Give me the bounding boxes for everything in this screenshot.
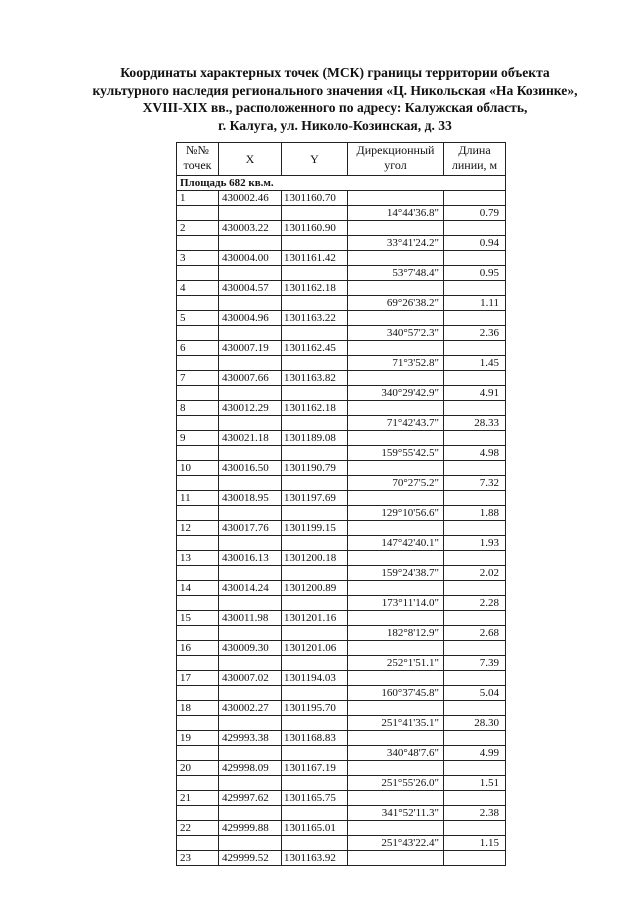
title-line: г. Калуга, ул. Николо-Козинская, д. 33 <box>218 117 452 133</box>
line-length: 0.94 <box>444 236 506 251</box>
cell-empty <box>219 326 282 341</box>
header-angle <box>348 143 444 176</box>
cell-empty <box>348 731 444 746</box>
point-number: 21 <box>177 791 219 806</box>
point-number: 15 <box>177 611 219 626</box>
cell-empty <box>219 476 282 491</box>
header-text: Дирекционный <box>356 143 435 157</box>
coord-x: 430011.98 <box>219 611 282 626</box>
coord-x: 430002.27 <box>219 701 282 716</box>
table-row <box>177 611 506 626</box>
coord-x: 430007.02 <box>219 671 282 686</box>
coord-y: 1301160.70 <box>282 191 348 206</box>
cell-empty <box>177 446 219 461</box>
cell-empty <box>348 251 444 266</box>
cell-empty <box>348 401 444 416</box>
coord-y: 1301162.45 <box>282 341 348 356</box>
coord-x: 429998.09 <box>219 761 282 776</box>
cell-empty <box>282 776 348 791</box>
cell-empty <box>282 806 348 821</box>
cell-empty <box>177 626 219 641</box>
cell-empty <box>282 566 348 581</box>
coord-x: 430018.95 <box>219 491 282 506</box>
cell-empty <box>282 446 348 461</box>
line-length: 2.68 <box>444 626 506 641</box>
point-number: 3 <box>177 251 219 266</box>
coord-x: 430002.46 <box>219 191 282 206</box>
cell-empty <box>348 581 444 596</box>
table-row <box>177 491 506 506</box>
cell-empty <box>348 341 444 356</box>
segment-row <box>177 266 506 281</box>
point-number: 18 <box>177 701 219 716</box>
point-number: 10 <box>177 461 219 476</box>
cell-empty <box>348 611 444 626</box>
segment-row <box>177 806 506 821</box>
point-number: 4 <box>177 281 219 296</box>
cell-empty <box>282 386 348 401</box>
cell-empty <box>444 221 506 236</box>
direction-angle: 251°43'22.4" <box>348 836 444 851</box>
coord-x: 430012.29 <box>219 401 282 416</box>
cell-empty <box>177 686 219 701</box>
cell-empty <box>348 431 444 446</box>
coord-y: 1301197.69 <box>282 491 348 506</box>
line-length: 2.38 <box>444 806 506 821</box>
area-label: Площадь 682 кв.м. <box>177 176 506 191</box>
cell-empty <box>348 371 444 386</box>
cell-empty <box>177 806 219 821</box>
coord-x: 429993.38 <box>219 731 282 746</box>
coord-y: 1301201.16 <box>282 611 348 626</box>
cell-empty <box>282 326 348 341</box>
cell-empty <box>444 731 506 746</box>
direction-angle: 71°42'43.7" <box>348 416 444 431</box>
cell-empty <box>444 341 506 356</box>
coord-y: 1301163.22 <box>282 311 348 326</box>
table-row <box>177 551 506 566</box>
cell-empty <box>177 536 219 551</box>
cell-empty <box>444 761 506 776</box>
cell-empty <box>348 641 444 656</box>
direction-angle: 71°3'52.8" <box>348 356 444 371</box>
segment-row <box>177 746 506 761</box>
cell-empty <box>348 551 444 566</box>
cell-empty <box>444 641 506 656</box>
table-row <box>177 371 506 386</box>
cell-empty <box>219 206 282 221</box>
cell-empty <box>348 701 444 716</box>
cell-empty <box>282 656 348 671</box>
cell-empty <box>177 746 219 761</box>
cell-empty <box>177 296 219 311</box>
coord-x: 430007.19 <box>219 341 282 356</box>
table-row <box>177 461 506 476</box>
point-number: 23 <box>177 851 219 866</box>
direction-angle: 129°10'56.6" <box>348 506 444 521</box>
cell-empty <box>219 536 282 551</box>
cell-empty <box>219 596 282 611</box>
coord-y: 1301200.89 <box>282 581 348 596</box>
coord-y: 1301194.03 <box>282 671 348 686</box>
coord-y: 1301165.75 <box>282 791 348 806</box>
segment-row <box>177 356 506 371</box>
coord-y: 1301201.06 <box>282 641 348 656</box>
coord-y: 1301160.90 <box>282 221 348 236</box>
cell-empty <box>444 191 506 206</box>
cell-empty <box>348 281 444 296</box>
header-row <box>177 143 506 176</box>
cell-empty <box>282 296 348 311</box>
coord-x: 429999.52 <box>219 851 282 866</box>
area-row <box>177 176 506 191</box>
table-row <box>177 641 506 656</box>
direction-angle: 182°8'12.9" <box>348 626 444 641</box>
direction-angle: 159°55'42.5" <box>348 446 444 461</box>
coord-x: 430009.30 <box>219 641 282 656</box>
cell-empty <box>219 746 282 761</box>
table-row <box>177 821 506 836</box>
cell-empty <box>348 821 444 836</box>
cell-empty <box>177 656 219 671</box>
coord-y: 1301162.18 <box>282 281 348 296</box>
coord-x: 430007.66 <box>219 371 282 386</box>
cell-empty <box>219 236 282 251</box>
segment-row <box>177 416 506 431</box>
cell-empty <box>219 626 282 641</box>
cell-empty <box>177 506 219 521</box>
table-row <box>177 311 506 326</box>
table-row <box>177 341 506 356</box>
cell-empty <box>348 191 444 206</box>
cell-empty <box>219 566 282 581</box>
coord-y: 1301195.70 <box>282 701 348 716</box>
line-length: 4.91 <box>444 386 506 401</box>
title-line: XVIII-XIX вв., расположенного по адресу: Калужская область, <box>142 100 528 115</box>
cell-empty <box>219 386 282 401</box>
coord-y: 1301167.19 <box>282 761 348 776</box>
cell-empty <box>177 386 219 401</box>
point-number: 16 <box>177 641 219 656</box>
table-row <box>177 761 506 776</box>
table-row <box>177 191 506 206</box>
title-line: Координаты характерных точек (МСК) границы территории объекта <box>120 65 550 80</box>
direction-angle: 341°52'11.3" <box>348 806 444 821</box>
cell-empty <box>282 746 348 761</box>
cell-empty <box>177 206 219 221</box>
cell-empty <box>444 671 506 686</box>
line-length: 2.28 <box>444 596 506 611</box>
cell-empty <box>177 716 219 731</box>
point-number: 14 <box>177 581 219 596</box>
line-length: 1.93 <box>444 536 506 551</box>
table-row <box>177 401 506 416</box>
cell-empty <box>444 551 506 566</box>
table-row <box>177 701 506 716</box>
line-length: 5.04 <box>444 686 506 701</box>
direction-angle: 251°41'35.1" <box>348 716 444 731</box>
coord-x: 430014.24 <box>219 581 282 596</box>
cell-empty <box>348 791 444 806</box>
segment-row <box>177 536 506 551</box>
cell-empty <box>282 686 348 701</box>
point-number: 20 <box>177 761 219 776</box>
coord-x: 429997.62 <box>219 791 282 806</box>
point-number: 7 <box>177 371 219 386</box>
cell-empty <box>219 416 282 431</box>
coord-y: 1301161.42 <box>282 251 348 266</box>
cell-empty <box>444 281 506 296</box>
cell-empty <box>282 206 348 221</box>
cell-empty <box>177 236 219 251</box>
segment-row <box>177 836 506 851</box>
cell-empty <box>444 401 506 416</box>
coord-y: 1301190.79 <box>282 461 348 476</box>
cell-empty <box>219 296 282 311</box>
cell-empty <box>444 311 506 326</box>
cell-empty <box>177 266 219 281</box>
cell-empty <box>348 461 444 476</box>
line-length: 1.51 <box>444 776 506 791</box>
coord-y: 1301189.08 <box>282 431 348 446</box>
cell-empty <box>219 716 282 731</box>
header-point-number <box>177 143 219 176</box>
coord-y: 1301163.82 <box>282 371 348 386</box>
coord-x: 430004.57 <box>219 281 282 296</box>
cell-empty <box>282 536 348 551</box>
cell-empty <box>177 596 219 611</box>
segment-row <box>177 326 506 341</box>
direction-angle: 159°24'38.7" <box>348 566 444 581</box>
table-row <box>177 671 506 686</box>
direction-angle: 251°55'26.0" <box>348 776 444 791</box>
segment-row <box>177 686 506 701</box>
cell-empty <box>348 491 444 506</box>
direction-angle: 340°48'7.6" <box>348 746 444 761</box>
cell-empty <box>444 371 506 386</box>
segment-row <box>177 296 506 311</box>
cell-empty <box>282 626 348 641</box>
cell-empty <box>219 836 282 851</box>
cell-empty <box>444 431 506 446</box>
segment-row <box>177 236 506 251</box>
cell-empty <box>219 776 282 791</box>
direction-angle: 340°29'42.9" <box>348 386 444 401</box>
segment-row <box>177 566 506 581</box>
cell-empty <box>219 356 282 371</box>
point-number: 8 <box>177 401 219 416</box>
line-length: 1.45 <box>444 356 506 371</box>
table-row <box>177 731 506 746</box>
line-length: 28.33 <box>444 416 506 431</box>
cell-empty <box>282 716 348 731</box>
cell-empty <box>177 326 219 341</box>
cell-empty <box>348 851 444 866</box>
line-length: 4.98 <box>444 446 506 461</box>
cell-empty <box>219 656 282 671</box>
segment-row <box>177 206 506 221</box>
cell-empty <box>177 416 219 431</box>
direction-angle: 14°44'36.8" <box>348 206 444 221</box>
point-number: 17 <box>177 671 219 686</box>
header-text: точек <box>183 158 212 172</box>
line-length: 1.11 <box>444 296 506 311</box>
direction-angle: 173°11'14.0" <box>348 596 444 611</box>
coord-x: 430016.13 <box>219 551 282 566</box>
table-row <box>177 221 506 236</box>
line-length: 4.99 <box>444 746 506 761</box>
coord-x: 430004.96 <box>219 311 282 326</box>
direction-angle: 70°27'5.2" <box>348 476 444 491</box>
cell-empty <box>177 476 219 491</box>
line-length: 0.79 <box>444 206 506 221</box>
cell-empty <box>348 521 444 536</box>
cell-empty <box>219 806 282 821</box>
cell-empty <box>444 461 506 476</box>
line-length: 2.02 <box>444 566 506 581</box>
coord-x: 430021.18 <box>219 431 282 446</box>
cell-empty <box>177 836 219 851</box>
segment-row <box>177 386 506 401</box>
line-length: 0.95 <box>444 266 506 281</box>
cell-empty <box>282 506 348 521</box>
cell-empty <box>444 491 506 506</box>
line-length: 2.36 <box>444 326 506 341</box>
cell-empty <box>282 356 348 371</box>
segment-row <box>177 476 506 491</box>
line-length: 7.39 <box>444 656 506 671</box>
coord-x: 429999.88 <box>219 821 282 836</box>
table-row <box>177 581 506 596</box>
cell-empty <box>219 686 282 701</box>
direction-angle: 147°42'40.1" <box>348 536 444 551</box>
table-row <box>177 281 506 296</box>
point-number: 22 <box>177 821 219 836</box>
direction-angle: 69°26'38.2" <box>348 296 444 311</box>
table-row <box>177 521 506 536</box>
cell-empty <box>282 416 348 431</box>
segment-row <box>177 626 506 641</box>
line-length: 7.32 <box>444 476 506 491</box>
coord-x: 430016.50 <box>219 461 282 476</box>
coord-x: 430004.00 <box>219 251 282 266</box>
coord-y: 1301199.15 <box>282 521 348 536</box>
segment-row <box>177 776 506 791</box>
cell-empty <box>219 446 282 461</box>
cell-empty <box>348 671 444 686</box>
direction-angle: 252°1'51.1" <box>348 656 444 671</box>
header-text: Длина <box>458 143 491 157</box>
header-text: линии, м <box>451 158 498 172</box>
point-number: 1 <box>177 191 219 206</box>
coord-x: 430003.22 <box>219 221 282 236</box>
table-row <box>177 851 506 866</box>
header-text: угол <box>384 158 407 172</box>
segment-row <box>177 716 506 731</box>
segment-row <box>177 506 506 521</box>
cell-empty <box>444 521 506 536</box>
coord-y: 1301168.83 <box>282 731 348 746</box>
direction-angle: 340°57'2.3" <box>348 326 444 341</box>
line-length: 28.30 <box>444 716 506 731</box>
cell-empty <box>444 581 506 596</box>
cell-empty <box>282 836 348 851</box>
cell-empty <box>444 791 506 806</box>
coord-y: 1301165.01 <box>282 821 348 836</box>
cell-empty <box>219 506 282 521</box>
coord-y: 1301162.18 <box>282 401 348 416</box>
segment-row <box>177 656 506 671</box>
point-number: 11 <box>177 491 219 506</box>
table-row <box>177 431 506 446</box>
point-number: 9 <box>177 431 219 446</box>
cell-empty <box>282 236 348 251</box>
direction-angle: 160°37'45.8" <box>348 686 444 701</box>
segment-row <box>177 446 506 461</box>
cell-empty <box>444 821 506 836</box>
header-length <box>444 143 506 176</box>
point-number: 2 <box>177 221 219 236</box>
cell-empty <box>444 611 506 626</box>
cell-empty <box>282 596 348 611</box>
point-number: 5 <box>177 311 219 326</box>
document-title <box>40 64 630 134</box>
table-row <box>177 251 506 266</box>
segment-row <box>177 596 506 611</box>
cell-empty <box>282 476 348 491</box>
cell-empty <box>177 776 219 791</box>
point-number: 12 <box>177 521 219 536</box>
header-y: Y <box>282 143 348 176</box>
cell-empty <box>444 251 506 266</box>
cell-empty <box>444 701 506 716</box>
point-number: 13 <box>177 551 219 566</box>
cell-empty <box>348 221 444 236</box>
cell-empty <box>348 761 444 776</box>
cell-empty <box>177 566 219 581</box>
point-number: 19 <box>177 731 219 746</box>
cell-empty <box>348 311 444 326</box>
point-number: 6 <box>177 341 219 356</box>
cell-empty <box>444 851 506 866</box>
header-x: X <box>219 143 282 176</box>
line-length: 1.15 <box>444 836 506 851</box>
cell-empty <box>282 266 348 281</box>
table-row <box>177 791 506 806</box>
title-line: культурного наследия регионального значения «Ц. Никольская «На Козинке», <box>92 82 578 98</box>
cell-empty <box>177 356 219 371</box>
coord-y: 1301200.18 <box>282 551 348 566</box>
coordinates-table <box>176 142 506 866</box>
direction-angle: 33°41'24.2" <box>348 236 444 251</box>
direction-angle: 53°7'48.4" <box>348 266 444 281</box>
coord-y: 1301163.92 <box>282 851 348 866</box>
coord-x: 430017.76 <box>219 521 282 536</box>
cell-empty <box>219 266 282 281</box>
header-text: №№ <box>186 143 209 157</box>
line-length: 1.88 <box>444 506 506 521</box>
